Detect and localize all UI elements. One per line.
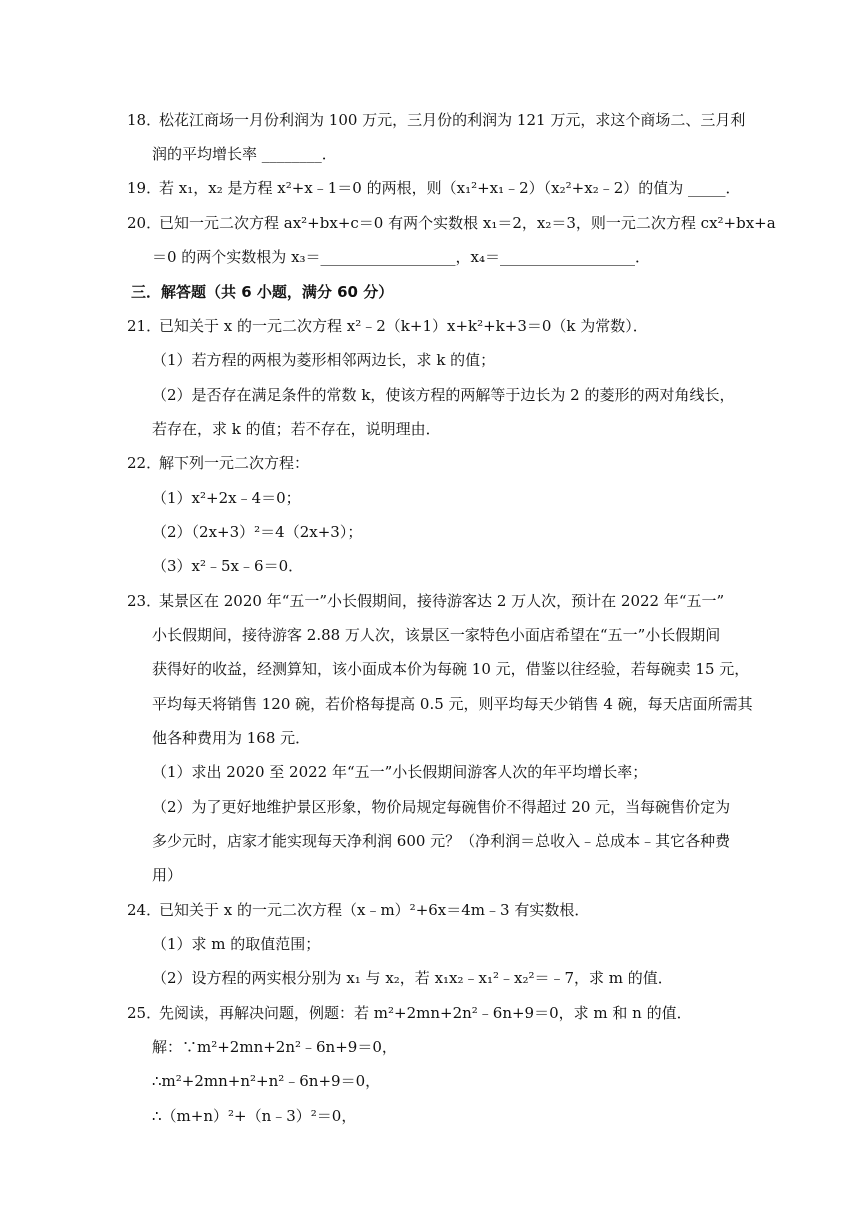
question-text: 解下列一元二次方程： xyxy=(159,454,310,472)
question-text: 某景区在 2020 年“五一”小长假期间，接待游客达 2 万人次，预计在 2022 年“五一” xyxy=(159,592,725,610)
question-number: 18． xyxy=(127,111,162,129)
question-number: 23． xyxy=(127,592,162,610)
solution-text: ∴m²+2mn+n²+n²﹣6n+9＝0， xyxy=(152,1072,381,1090)
question-text: 先阅读，再解决问题，例题：若 m²+2mn+2n²﹣6n+9＝0，求 m 和 n 的值． xyxy=(159,1004,692,1022)
question-number: 22． xyxy=(127,454,162,472)
question-text: 平均每天将销售 120 碗，若价格每提高 0.5 元，则平均每天少销售 4 碗，每天店面所需其 xyxy=(152,695,753,713)
question-text: 松花江商场一月份利润为 100 万元，三月份的利润为 121 万元，求这个商场二、三月利 xyxy=(159,111,746,129)
question-text: 已知关于 x 的一元二次方程 x²﹣2（k+1）x+k²+k+3＝0（k 为常数）． xyxy=(159,317,648,335)
sub-question-text: （1）若方程的两根为菱形相邻两边长，求 k 的值； xyxy=(152,351,496,369)
question-text: 他各种费用为 168 元． xyxy=(152,729,311,747)
question-number: 21． xyxy=(127,317,162,335)
sub-question-text: （1）求出 2020 至 2022 年“五一”小长假期间游客人次的年平均增长率； xyxy=(152,763,648,781)
sub-question-text: 若存在，求 k 的值；若不存在，说明理由． xyxy=(152,420,441,438)
sub-question-text: （1）求 m 的取值范围； xyxy=(152,935,321,953)
question-text: 小长假期间，接待游客 2.88 万人次，该景区一家特色小面店希望在“五一”小长假期间 xyxy=(152,626,721,644)
question-number: 20． xyxy=(127,214,162,232)
sub-question-text: （2）（2x+3）²＝4（2x+3）； xyxy=(152,523,363,541)
question-number: 19． xyxy=(127,179,162,197)
question-text: 已知关于 x 的一元二次方程（x﹣m）²+6x＝4m﹣3 有实数根． xyxy=(159,901,590,919)
solution-text: ∴（m+n）²+（n﹣3）²＝0， xyxy=(152,1107,357,1125)
question-number: 24． xyxy=(127,901,162,919)
sub-question-text: （2）设方程的两实根分别为 x₁ 与 x₂，若 x₁x₂﹣x₁²﹣x₂²＝﹣7，求 m 的值． xyxy=(152,969,673,987)
sub-question-text: （3）x²﹣5x﹣6＝0． xyxy=(152,557,304,575)
sub-question-text: 多少元时，店家才能实现每天净利润 600 元？（净利润＝总收入﹣总成本﹣其它各种费 xyxy=(152,832,731,850)
question-text: ＝0 的两个实数根为 x₃＝__________________，x₄＝__________________． xyxy=(152,248,651,266)
sub-question-text: （1）x²+2x﹣4＝0； xyxy=(152,489,301,507)
question-text: 若 x₁，x₂ 是方程 x²+x﹣1＝0 的两根，则（x₁²+x₁﹣2）（x₂²+x₂﹣2）的值为 _____． xyxy=(159,179,741,197)
question-number: 25． xyxy=(127,1004,162,1022)
solution-text: 解：∵m²+2mn+2n²﹣6n+9＝0， xyxy=(152,1038,397,1056)
section-title: 三．解答题（共 6 小题，满分 60 分） xyxy=(131,283,394,301)
sub-question-text: （2）为了更好地维护景区形象，物价局规定每碗售价不得超过 20 元，当每碗售价定为 xyxy=(152,798,731,816)
sub-question-text: （2）是否存在满足条件的常数 k，使该方程的两解等于边长为 2 的菱形的两对角线长， xyxy=(152,386,735,404)
question-text: 获得好的收益，经测算知，该小面成本价为每碗 10 元，借鉴以往经验，若每碗卖 15 元， xyxy=(152,660,750,678)
sub-question-text: 用） xyxy=(152,866,183,884)
question-text: 已知一元二次方程 ax²+bx+c＝0 有两个实数根 x₁＝2，x₂＝3，则一元二次方程 cx²+bx+a xyxy=(159,214,776,232)
question-text: 润的平均增长率 ________． xyxy=(152,145,337,163)
